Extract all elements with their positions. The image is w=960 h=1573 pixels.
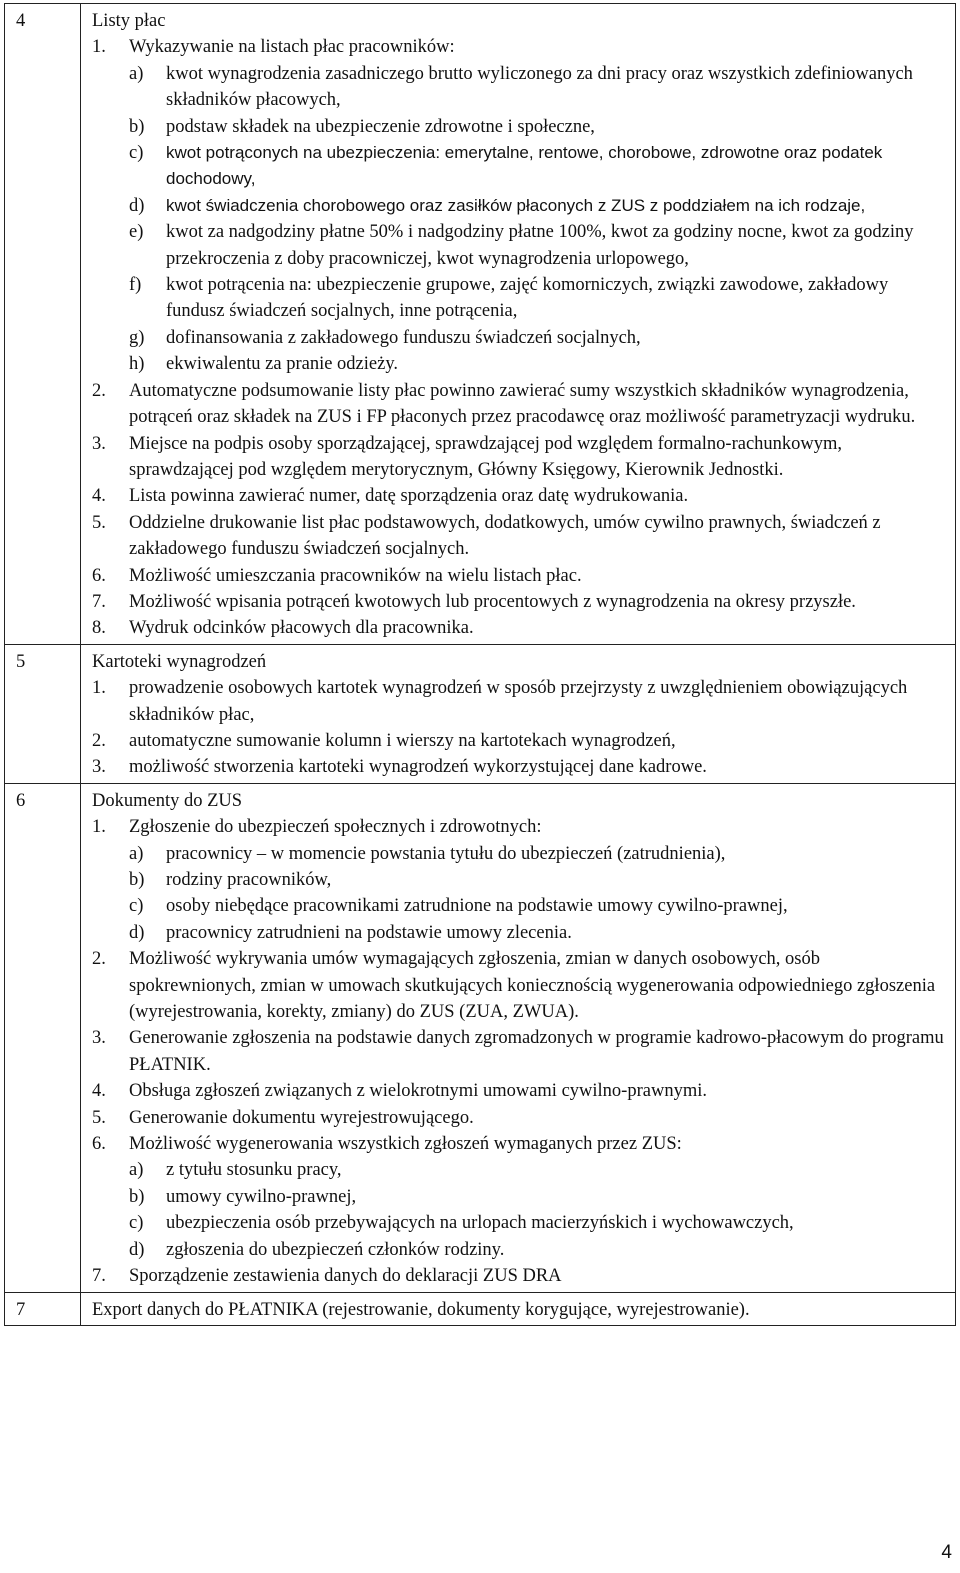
requirements-table	[4, 3, 956, 1326]
sub-item	[129, 1157, 949, 1183]
page-number: 4	[941, 1542, 952, 1563]
item-text: Generowanie dokumentu wyrejestrowującego.	[129, 1107, 474, 1128]
list-item	[92, 34, 949, 60]
item-number: 8.	[92, 618, 106, 639]
section-content	[81, 783, 956, 1292]
item-number: 6.	[92, 565, 106, 586]
section-number: 5	[5, 644, 81, 783]
item-number: 3.	[92, 757, 106, 778]
sub-item-letter: d)	[129, 195, 145, 216]
item-text: Możliwość wykrywania umów wymagających zgłoszenia, zmian w danych osobowych, osób spokrewnionych, zmian w umowach skutkujących koniecznością wygenerowania odpowiedniego zgłoszenia (wyrejestrowania, korekty, zmiany) do ZUS (ZUA, ZWUA).	[129, 949, 936, 1023]
list-item	[92, 946, 949, 1025]
list-item	[92, 1105, 949, 1131]
item-number: 2.	[92, 730, 106, 751]
item-text: Automatyczne podsumowanie listy płac powinno zawierać sumy wszystkich składników wynagrodzenia, potrąceń oraz składek na ZUS i FP płaconych przez pracodawcę oraz możliwość parametryzacji wydruku.	[129, 380, 916, 428]
item-text: Wykazywanie na listach płac pracowników:	[129, 37, 455, 58]
item-number: 4.	[92, 1081, 106, 1102]
item-number: 5.	[92, 512, 106, 533]
item-text: Generowanie zgłoszenia na podstawie danych zgromadzonych w programie kadrowo-płacowym do programu PŁATNIK.	[129, 1028, 944, 1075]
sub-item	[129, 140, 949, 193]
item-text: Możliwość wpisania potrąceń kwotowych lub procentowych z wynagrodzenia na okresy przyszłe.	[129, 591, 856, 612]
item-number: 1.	[92, 817, 106, 838]
list-item	[92, 814, 949, 840]
sub-item-text: kwot potrącenia na: ubezpieczenie grupowe, zajęć komorniczych, związki zawodowe, zakładowy fundusz świadczeń socjalnych, inne potrącenia,	[166, 275, 889, 322]
item-text: możliwość stworzenia kartoteki wynagrodzeń wykorzystującej dane kadrowe.	[129, 757, 707, 778]
item-number: 6.	[92, 1134, 106, 1155]
item-text: prowadzenie osobowych kartotek wynagrodzeń w sposób przejrzysty z uwzględnieniem obowiązujących składników płac,	[129, 678, 908, 725]
item-text: Miejsce na podpis osoby sporządzającej, sprawdzającej pod względem formalno-rachunkowym, sprawdzającej pod względem merytorycznym, Główny Księgowy, Kierownik Jednostki.	[129, 433, 843, 480]
sub-item	[129, 272, 949, 325]
sub-item	[129, 1184, 949, 1210]
sub-item-text: kwot wynagrodzenia zasadniczego brutto wyliczonego za dni pracy oraz wszystkich zdefiniowanych składników płacowych,	[166, 63, 913, 111]
item-text: automatyczne sumowanie kolumn i wierszy na kartotekach wynagrodzeń,	[129, 730, 676, 751]
section-row	[5, 644, 956, 783]
sub-item-letter: c)	[129, 896, 144, 917]
sub-item	[129, 841, 949, 867]
sub-item	[129, 867, 949, 893]
sub-item-letter: c)	[129, 1213, 144, 1234]
section-title: Export danych do PŁATNIKA (rejestrowanie, dokumenty korygujące, wyrejestrowanie).	[92, 1299, 750, 1320]
list-item	[92, 378, 949, 431]
item-text: Lista powinna zawierać numer, datę sporządzenia oraz datę wydrukowania.	[129, 486, 689, 507]
section-row	[5, 4, 956, 645]
sub-item-letter: a)	[129, 63, 144, 84]
section-title: Dokumenty do ZUS	[92, 790, 243, 811]
sub-item	[129, 351, 949, 377]
item-number: 2.	[92, 949, 106, 970]
list-item	[92, 563, 949, 589]
item-number: 7.	[92, 1266, 106, 1287]
item-number: 7.	[92, 591, 106, 612]
list-item	[92, 431, 949, 484]
sub-item-letter: g)	[129, 327, 145, 348]
sub-item-text: pracownicy zatrudnieni na podstawie umowy zlecenia.	[166, 922, 572, 943]
list-item	[92, 483, 949, 509]
item-text: Obsługa zgłoszeń związanych z wielokrotnymi umowami cywilno-prawnymi.	[129, 1081, 707, 1102]
section-number: 6	[5, 783, 81, 1292]
section-title: Listy płac	[92, 11, 166, 31]
section-row	[5, 1292, 956, 1325]
sub-item-text: podstaw składek na ubezpieczenie zdrowotne i społeczne,	[166, 116, 595, 137]
sub-item-text: osoby niebędące pracownikami zatrudnione na podstawie umowy cywilno-prawnej,	[166, 896, 788, 917]
sub-item-letter: c)	[129, 143, 144, 164]
sub-item	[129, 193, 949, 219]
section-number: 7	[5, 1292, 81, 1325]
item-number: 3.	[92, 1028, 106, 1049]
item-text: Zgłoszenie do ubezpieczeń społecznych i zdrowotnych:	[129, 817, 542, 838]
section-row	[5, 783, 956, 1292]
item-number: 5.	[92, 1107, 106, 1128]
sub-item-text: ubezpieczenia osób przebywających na urlopach macierzyńskich i wychowawczych,	[166, 1213, 794, 1234]
sub-item-text: umowy cywilno-prawnej,	[166, 1186, 357, 1207]
sub-item-text: kwot za nadgodziny płatne 50% i nadgodziny płatne 100%, kwot za godziny nocne, kwot za godziny przekroczenia z doby pracowniczej, kwot wynagrodzenia urlopowego,	[166, 222, 914, 269]
list-item	[92, 754, 949, 780]
item-number: 1.	[92, 37, 106, 58]
sub-item	[129, 1237, 949, 1263]
list-item	[92, 589, 949, 615]
sub-item	[129, 114, 949, 140]
sub-item-letter: b)	[129, 116, 145, 137]
sub-item-letter: h)	[129, 354, 145, 375]
sub-item	[129, 893, 949, 919]
sub-item	[129, 1210, 949, 1236]
item-number: 3.	[92, 433, 106, 454]
item-number: 2.	[92, 380, 106, 401]
sub-item	[129, 920, 949, 946]
item-number: 4.	[92, 486, 106, 507]
sub-item-text: rodziny pracowników,	[166, 870, 332, 890]
item-text: Wydruk odcinków płacowych dla pracownika.	[129, 618, 474, 639]
item-text: Sporządzenie zestawienia danych do deklaracji ZUS DRA	[129, 1266, 562, 1287]
list-item	[92, 1078, 949, 1104]
sub-item	[129, 325, 949, 351]
sub-item-text: kwot potrąconych na ubezpieczenia: emerytalne, rentowe, chorobowe, zdrowotne oraz podatek dochodowy,	[166, 143, 883, 189]
sub-item-letter: a)	[129, 1160, 144, 1181]
section-content	[81, 4, 956, 645]
list-item	[92, 1025, 949, 1078]
list-item	[92, 510, 949, 563]
sub-item-letter: d)	[129, 1239, 145, 1260]
sub-item-text: ekwiwalentu za pranie odzieży.	[166, 354, 398, 375]
sub-item-text: z tytułu stosunku pracy,	[166, 1160, 342, 1181]
sub-item-letter: f)	[129, 275, 142, 296]
sub-item-letter: d)	[129, 922, 145, 943]
list-item	[92, 1263, 949, 1289]
sub-item-letter: e)	[129, 222, 144, 243]
sub-item-text: kwot świadczenia chorobowego oraz zasiłków płaconych z ZUS z poddziałem na ich rodzaje,	[166, 195, 866, 215]
list-item	[92, 615, 949, 641]
sub-item-letter: a)	[129, 843, 144, 864]
section-number: 4	[5, 4, 81, 645]
sub-item-letter: b)	[129, 1186, 145, 1207]
sub-item-text: dofinansowania z zakładowego funduszu świadczeń socjalnych,	[166, 327, 641, 348]
item-text: Możliwość umieszczania pracowników na wielu listach płac.	[129, 565, 582, 586]
sub-item-letter: b)	[129, 870, 145, 890]
item-text: Możliwość wygenerowania wszystkich zgłoszeń wymaganych przez ZUS:	[129, 1134, 682, 1155]
section-content	[81, 1292, 956, 1325]
section-title: Kartoteki wynagrodzeń	[92, 651, 267, 672]
list-item	[92, 1131, 949, 1157]
sub-item	[129, 61, 949, 114]
sub-item	[129, 219, 949, 272]
sub-item-text: pracownicy – w momencie powstania tytułu do ubezpieczeń (zatrudnienia),	[166, 843, 726, 864]
section-content	[81, 644, 956, 783]
item-text: Oddzielne drukowanie list płac podstawowych, dodatkowych, umów cywilno prawnych, świadczeń z zakładowego funduszu świadczeń socjalnych.	[129, 512, 881, 560]
list-item	[92, 675, 949, 728]
list-item	[92, 728, 949, 754]
item-number: 1.	[92, 678, 106, 699]
sub-item-text: zgłoszenia do ubezpieczeń członków rodziny.	[166, 1239, 505, 1260]
